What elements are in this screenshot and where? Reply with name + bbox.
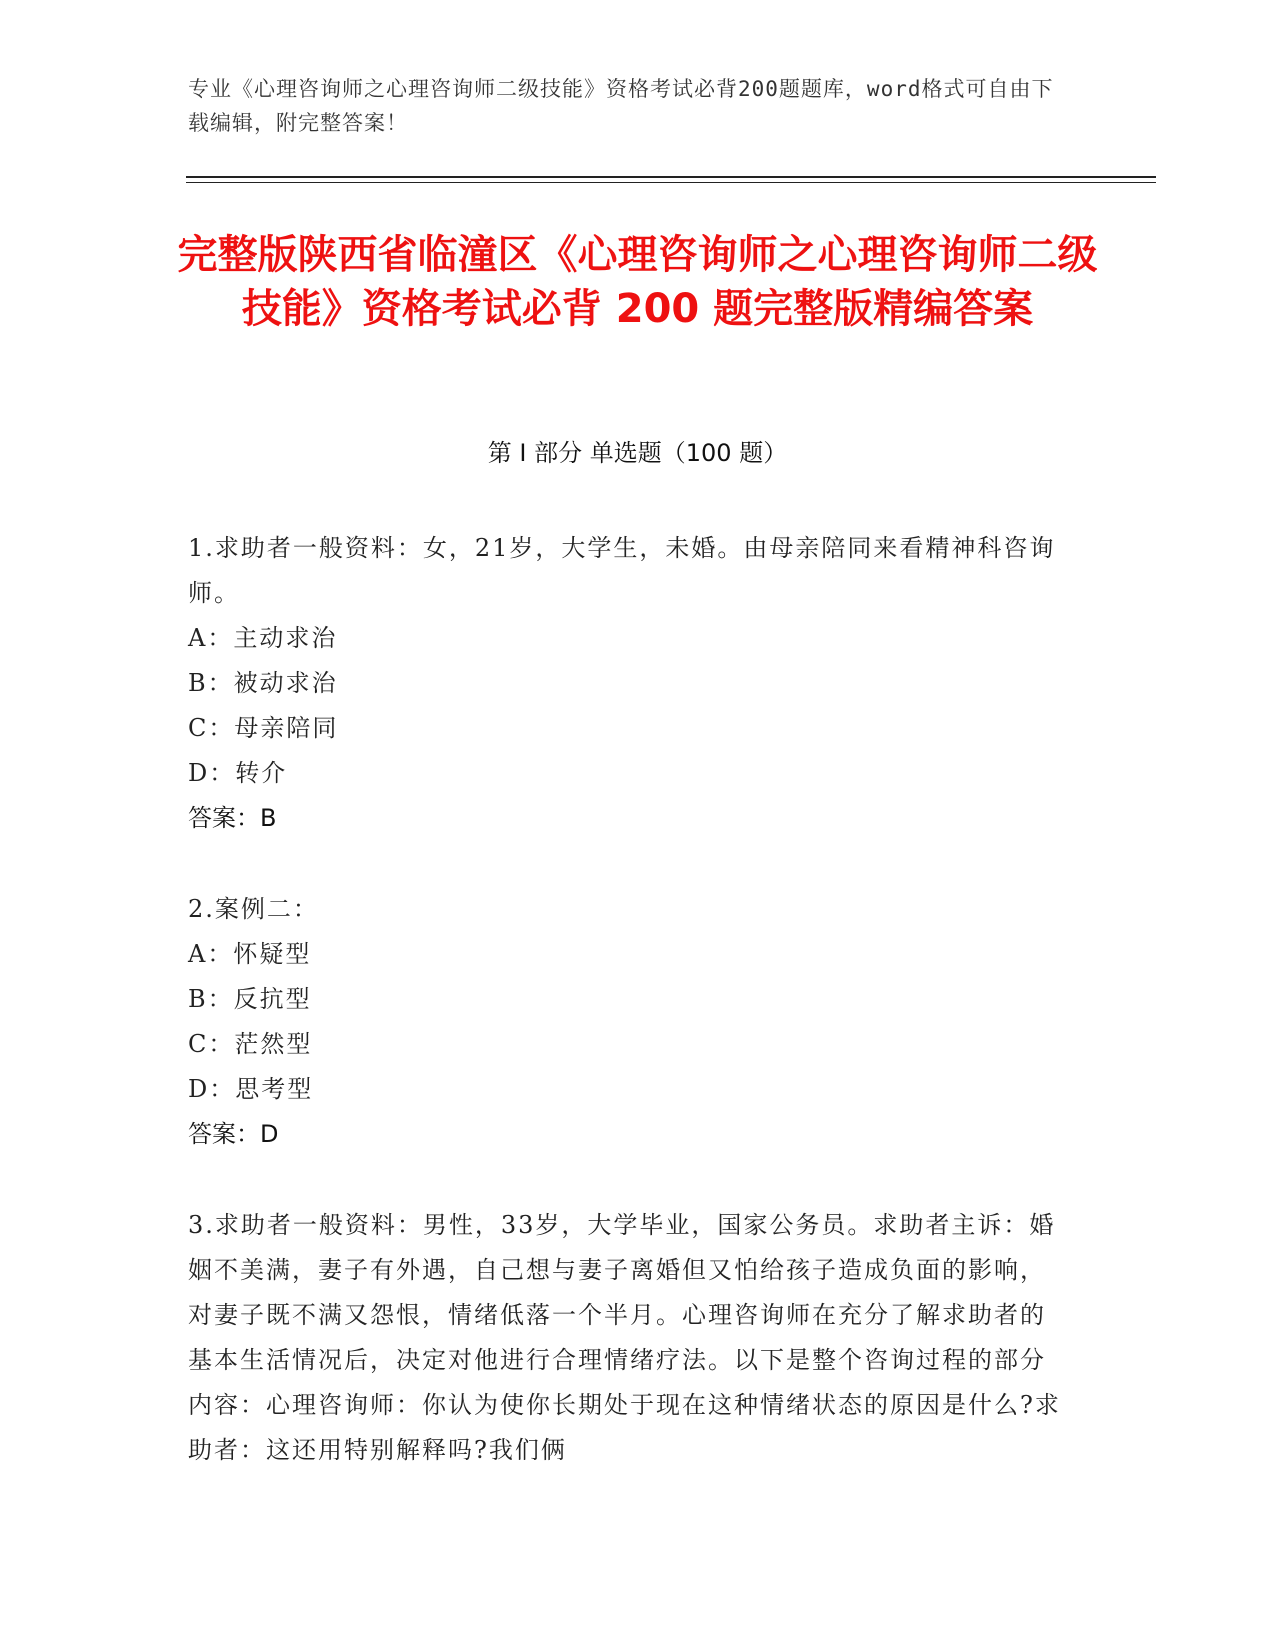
answer: 答案：D bbox=[188, 1120, 279, 1148]
question-3 bbox=[188, 1203, 1068, 1473]
document-title: 完整版陕西省临潼区《心理咨询师之心理咨询师二级技能》资格考试必背 200 题完整版精编答案 bbox=[177, 232, 1098, 332]
question-1 bbox=[188, 526, 1068, 841]
option-d: D：思考型 bbox=[188, 1075, 314, 1103]
header-divider-thick bbox=[186, 176, 1156, 178]
option-c: C：茫然型 bbox=[188, 1030, 313, 1058]
option-a: A：怀疑型 bbox=[188, 940, 312, 968]
answer: 答案：B bbox=[188, 804, 277, 832]
option-a: A：主动求治 bbox=[188, 624, 338, 652]
header-divider-thin bbox=[186, 182, 1156, 183]
option-b: B：反抗型 bbox=[188, 985, 312, 1013]
option-d: D：转介 bbox=[188, 759, 288, 787]
option-b: B：被动求治 bbox=[188, 669, 338, 697]
header-note: 专业《心理咨询师之心理咨询师二级技能》资格考试必背200题题库，word格式可自由下载编辑，附完整答案！ bbox=[188, 77, 1054, 135]
question-list bbox=[188, 526, 1068, 1519]
section-heading: 第 I 部分 单选题（100 题） bbox=[487, 439, 788, 467]
question-text: 1.求助者一般资料：女，21岁，大学生，未婚。由母亲陪同来看精神科咨询师。 bbox=[188, 534, 1056, 607]
question-text: 2.案例二： bbox=[188, 895, 319, 923]
question-text: 3.求助者一般资料：男性，33岁，大学毕业，国家公务员。求助者主诉：婚姻不美满，妻子有外遇，自己想与妻子离婚但又怕给孩子造成负面的影响，对妻子既不满又怨恨，情绪低落一个半月。心理咨询师在充分了解求助者的基本生活情况后，决定对他进行合理情绪疗法。以下是整个咨询过程的部分内容：心理咨询师：你认为使你长期处于现在这种情绪状态的原因是什么?求助者：这还用特别解释吗?我们俩 bbox=[188, 1211, 1061, 1464]
question-2 bbox=[188, 887, 1068, 1157]
option-c: C：母亲陪同 bbox=[188, 714, 339, 742]
